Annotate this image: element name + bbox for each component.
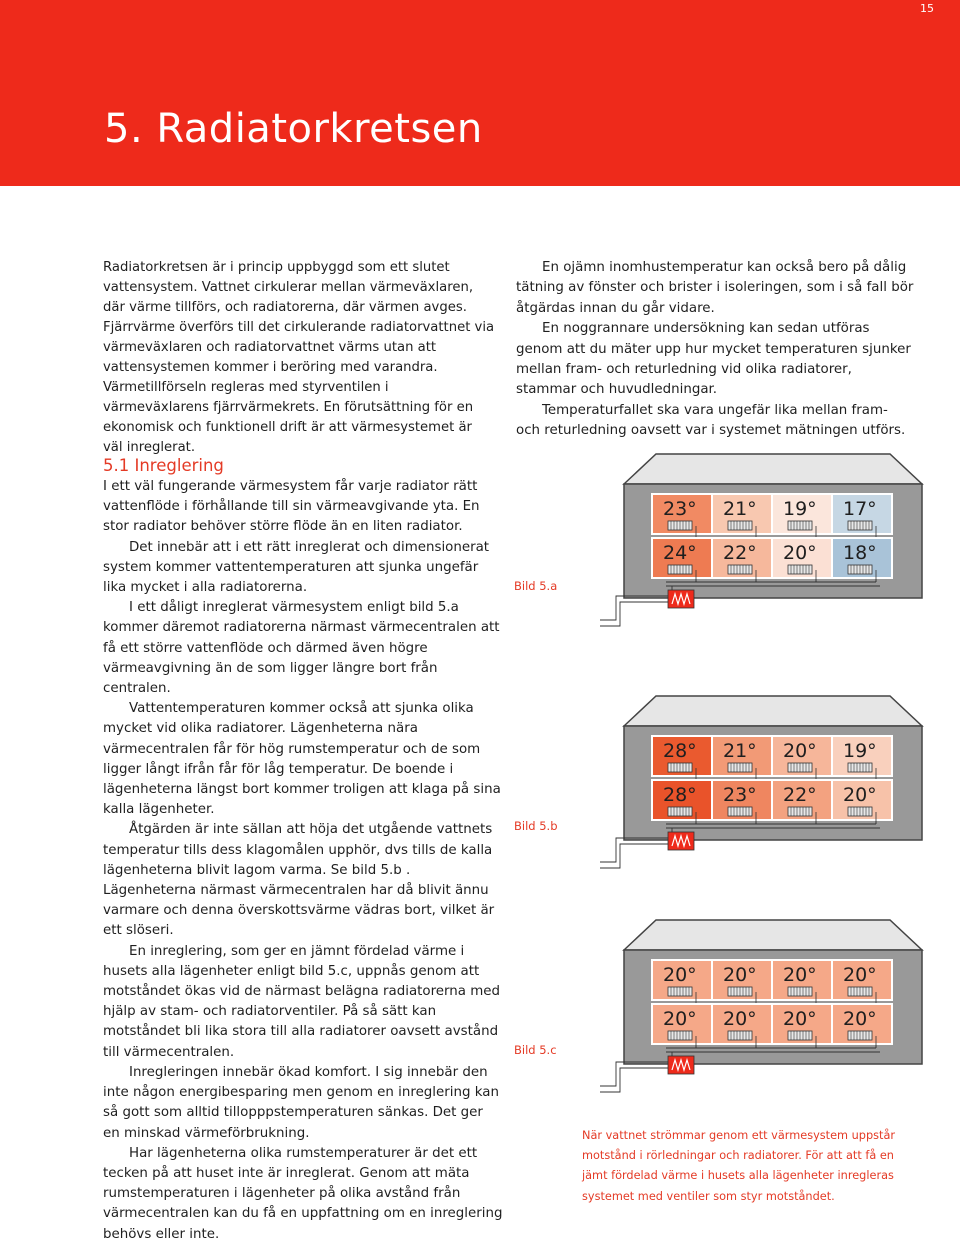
room-temperature: 20° <box>843 1008 877 1030</box>
room-temperature: 20° <box>723 964 757 986</box>
right-paragraph: En noggrannare undersökning kan sedan utföras genom att du mäter upp hur mycket temperaturen sjunker mellan fram- och returledning vid olika radiatorer, stammar och huvudledningar. <box>516 321 911 398</box>
room <box>772 780 832 824</box>
section-paragraph: Åtgärden är inte sällan att höja det utgående vattnets temperatur tills dess klagomålen upphör, dvs tills de kalla lägenheterna blivit lagom varma. Se bild 5.b . Lägenheterna närmast värmecentralen har då blivit ännu varmare och denna överskottsvärme vädras bort, vilket är ett slöseri. <box>103 822 495 939</box>
radiator-icon <box>788 763 812 772</box>
radiator-icon <box>848 565 872 574</box>
room <box>652 538 712 582</box>
room-temperature: 17° <box>843 498 877 520</box>
page-title: 5. Radiatorkretsen <box>104 106 483 152</box>
intro-text: Radiatorkretsen är i princip uppbyggd som ett slutet vattensystem. Vattnet cirkulerar mellan värmeväxlaren, där värme tillförs, och radiatorerna, där värmen avges. Fjärrvärme överförs till det cirkulerande radiatorvattnet via värmeväxlaren och radiatorvattnet värms utan att vattensystemen kommer i beröring med varandra. Värmetillförseln regleras med styrventilen i värmeväxlarens fjärrvärmekrets. En förutsättning för en ekonomisk och funktionell drift är att värmesystemet är väl inreglerat. <box>103 260 495 455</box>
radiator-icon <box>668 807 692 816</box>
supply-line <box>600 1068 668 1092</box>
section-paragraph: Det innebär att i ett rätt inreglerat och dimensionerat system kommer vattentemperaturen att sjunka ungefär lika mycket i alla radiatorerna. <box>103 539 490 596</box>
room <box>832 538 892 582</box>
room-temperature: 21° <box>723 740 757 762</box>
room <box>772 538 832 582</box>
room-temperature: 20° <box>843 784 877 806</box>
radiator-icon <box>788 1031 812 1040</box>
intro-paragraph <box>103 258 495 458</box>
house-diagram-c <box>596 918 926 1114</box>
section-inreglering <box>103 455 503 1245</box>
house-roof <box>624 920 922 950</box>
header-banner <box>0 0 960 186</box>
figure-label-c: Bild 5.c <box>514 1043 557 1057</box>
radiator-icon <box>668 565 692 574</box>
room <box>832 780 892 824</box>
room <box>652 1004 712 1048</box>
radiator-icon <box>668 987 692 996</box>
house-roof <box>624 454 922 484</box>
room-temperature: 24° <box>663 542 697 564</box>
figure-label-b: Bild 5.b <box>514 819 558 833</box>
radiator-icon <box>728 521 752 530</box>
room <box>712 780 772 824</box>
room-temperature: 23° <box>663 498 697 520</box>
figure-label-a: Bild 5.a <box>514 579 558 593</box>
room-temperature: 20° <box>723 1008 757 1030</box>
room-temperature: 21° <box>723 498 757 520</box>
room-temperature: 18° <box>843 542 877 564</box>
section-paragraph: Vattentemperaturen kommer också att sjunka olika mycket vid olika radiatorer. Lägenheterna nära värmecentralen får för hög rumstemperatur och de som ligger långt ifrån får för låg temperatur. De boende i lägenheterna längst bort kommer troligen att klaga på sina kalla lägenheter. <box>103 701 501 818</box>
supply-line <box>600 838 668 862</box>
heat-exchanger-icon <box>668 1056 694 1074</box>
section-paragraph: Har lägenheterna olika rumstemperaturer är det ett tecken på att huset inte är inreglerat. Genom att mäta rumstemperaturen i lägenheter på olika avstånd från värmecentralen kan du få en uppfattning om en inreglering behövs eller inte. <box>103 1145 503 1242</box>
room-temperature: 20° <box>783 964 817 986</box>
room-temperature: 19° <box>783 498 817 520</box>
radiator-icon <box>788 565 812 574</box>
radiator-icon <box>728 987 752 996</box>
section-paragraph: I ett väl fungerande värmesystem får varje radiator rätt vattenflöde i förhållande till sin värmeavgivande yta. En stor radiator behöver större flöde än en liten radiator. <box>103 479 480 535</box>
room-temperature: 23° <box>723 784 757 806</box>
room-temperature: 20° <box>783 740 817 762</box>
radiator-icon <box>848 763 872 772</box>
section-paragraph: En inreglering, som ger en jämnt fördelad värme i husets alla lägenheter enligt bild 5.c, uppnås genom att motståndet ökas vid de närmast belägna radiatorerna med hjälp av stam- och radiatorventiler. På så sätt kan motståndet bli lika stora till alla radiatorer oavsett avstånd till värmecentralen. <box>103 943 501 1060</box>
radiator-icon <box>788 987 812 996</box>
section-paragraph: I ett dåligt inreglerat värmesystem enligt bild 5.a kommer däremot radiatorerna närmast värmecentralen att få ett större vattenflöde och därmed även högre värmeavgivning än de som ligger längre bort från centralen. <box>103 600 500 697</box>
supply-line <box>600 1062 668 1086</box>
room <box>652 780 712 824</box>
supply-line <box>600 844 668 868</box>
room-temperature: 22° <box>723 542 757 564</box>
room-temperature: 20° <box>783 542 817 564</box>
room-temperature: 28° <box>663 784 697 806</box>
room <box>712 1004 772 1048</box>
room-temperature: 20° <box>843 964 877 986</box>
room-temperature: 28° <box>663 740 697 762</box>
radiator-icon <box>848 987 872 996</box>
page-number: 15 <box>920 2 934 15</box>
right-column-text <box>516 258 916 442</box>
radiator-icon <box>788 521 812 530</box>
radiator-icon <box>668 763 692 772</box>
house-roof <box>624 696 922 726</box>
house-diagram-b <box>596 694 926 890</box>
section-heading: 5.1 Inreglering <box>103 456 224 475</box>
room-temperature: 19° <box>843 740 877 762</box>
room <box>832 1004 892 1048</box>
radiator-icon <box>728 565 752 574</box>
section-paragraph: Inregleringen innebär ökad komfort. I sig innebär den inte någon energibesparing men genom en inreglering kan så gott som alltid tillopppstemperaturen sänkas. Det ger en minskad värmeförbrukning. <box>103 1064 499 1141</box>
radiator-icon <box>668 521 692 530</box>
heat-exchanger-icon <box>668 832 694 850</box>
radiator-icon <box>728 1031 752 1040</box>
room <box>712 538 772 582</box>
radiator-icon <box>728 807 752 816</box>
radiator-icon <box>848 807 872 816</box>
radiator-icon <box>668 1031 692 1040</box>
radiator-icon <box>848 1031 872 1040</box>
room-temperature: 22° <box>783 784 817 806</box>
radiator-icon <box>728 763 752 772</box>
radiator-icon <box>848 521 872 530</box>
house-diagram-a <box>596 452 926 648</box>
right-paragraph: Temperaturfallet ska vara ungefär lika mellan fram- och returledning oavsett var i systemet mätningen utförs. <box>516 402 906 439</box>
right-paragraph: En ojämn inomhustemperatur kan också bero på dålig tätning av fönster och brister i isoleringen, som i så fall bör åtgärdas innan du går vidare. <box>516 260 914 316</box>
room-temperature: 20° <box>663 964 697 986</box>
supply-line <box>600 596 668 620</box>
heat-exchanger-icon <box>668 590 694 608</box>
figure-caption: När vattnet strömmar genom ett värmesystem uppstår motstånd i rörledningar och radiatorer. För att att få en jämt fördelad värme i husets alla lägenheter inregleras systemet med ventiler som styr motståndet. <box>582 1129 896 1203</box>
radiator-icon <box>788 807 812 816</box>
room-temperature: 20° <box>663 1008 697 1030</box>
room-temperature: 20° <box>783 1008 817 1030</box>
room <box>772 1004 832 1048</box>
supply-line <box>600 602 668 626</box>
